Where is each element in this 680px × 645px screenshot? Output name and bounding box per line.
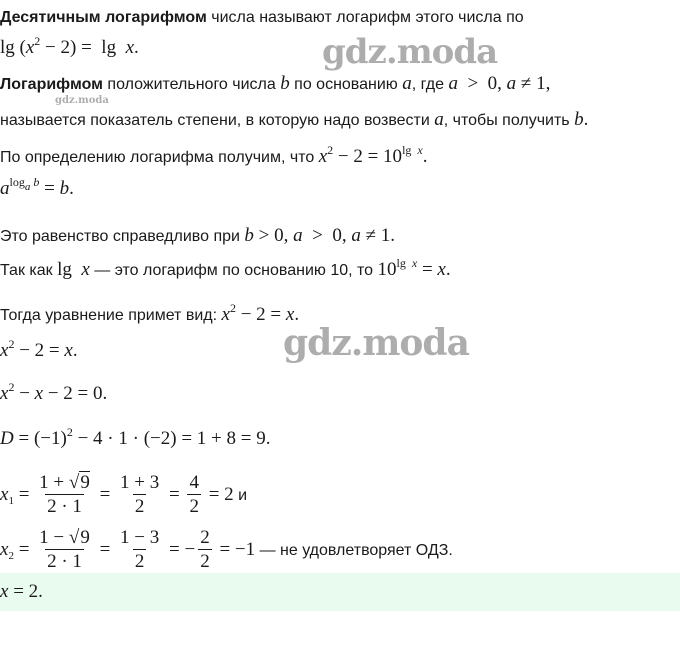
text: , где: [411, 76, 449, 93]
line-answer: x = 2.: [0, 581, 43, 602]
text: называется показатель степени, в которую надо возвести: [0, 112, 435, 129]
line-by-definition: По определению логарифма получим, что $x^2 - 2 = 10^{lg x}$.: [0, 143, 428, 167]
text: По определению логарифма получим, что: [0, 149, 319, 166]
text: Так как: [0, 262, 58, 279]
line-root-1: $x_1$ = $\frac{1 + √9}{2 \cdot 1}$ = $\frac{1 + 3}{2}$ = $\frac{4}{2}$ = 2 и: [0, 472, 248, 517]
watermark-small: gdz.moda: [55, 95, 109, 106]
text: , чтобы получить: [443, 112, 575, 129]
line-identity: $a^{log_a b} = b$.: [0, 175, 74, 199]
text: положительного числа: [102, 76, 281, 93]
term-decimal-log: Десятичным логарифмом: [0, 9, 207, 26]
text: и: [233, 486, 248, 504]
line-definition-decimal-log: [0, 7, 524, 29]
line-since: Так как lg x — это логарифм по основанию 10, то $10^{lg x} = x$.: [0, 256, 451, 280]
watermark-top: gdz.moda: [322, 32, 498, 72]
text: Тогда уравнение примет вид:: [0, 307, 222, 324]
line-equation-form: Тогда уравнение примет вид: $x^2 - 2 = x$.: [0, 301, 300, 325]
line-definition-log: Логарифмом положительного числа b по основанию a, где a > 0, a ≠ 1,: [0, 73, 551, 94]
line-definition-log-2: называется показатель степени, в которую надо возвести a, чтобы получить b.: [0, 109, 589, 130]
answer-highlight: [0, 573, 680, 611]
line-valid-when: Это равенство справедливо при b > 0, a > 0, a ≠ 1.: [0, 225, 396, 246]
line-root-2: $x_2$ = $\frac{1 - √9}{2 \cdot 1}$ = $\frac{1 - 3}{2}$ = − $\frac{2}{2}$ = −1 — не удовлетворяет ОДЗ.: [0, 527, 453, 572]
text: — это логарифм по основанию 10, то: [89, 262, 378, 279]
term-log: Логарифмом: [0, 76, 103, 93]
line-discriminant: $D = (-1)^2 - 4 \cdot 1 \cdot (-2) = 1 + 8 = 9$.: [0, 425, 271, 449]
text: — не удовлетворяет ОДЗ.: [255, 541, 453, 559]
text: по основанию: [289, 76, 403, 93]
watermark-middle: gdz.moda: [283, 322, 469, 364]
line-eq-1: $x^2 - 2 = x$.: [0, 337, 78, 361]
line-formula-1: $\lg (x^2 - 2) = \lg x$.: [0, 34, 139, 58]
text: числа называют логарифм этого числа по: [206, 9, 524, 26]
line-eq-2: $x^2 - x - 2 = 0$.: [0, 380, 108, 404]
text: Это равенство справедливо при: [0, 228, 245, 245]
